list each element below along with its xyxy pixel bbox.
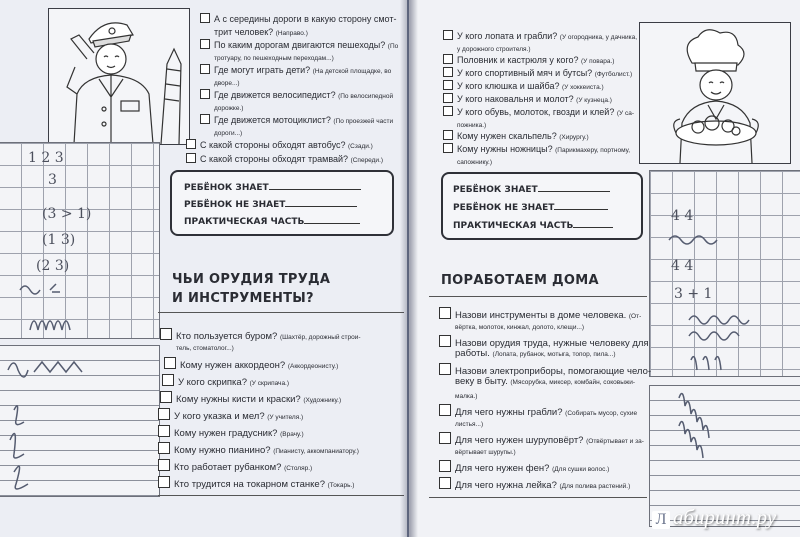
heading-rule xyxy=(429,296,647,297)
handwriting-line: 4 4 xyxy=(671,258,694,274)
policeman-illustration xyxy=(49,9,189,144)
list-item: По каким дорогам двигаются пешеходы? (По xyxy=(200,39,398,53)
list-item: Где движется мотоциклист? (По проезжей части xyxy=(200,114,393,128)
list-item: Кто трудится на токарном станке? (Токарь.) xyxy=(158,476,354,492)
list-item: У кого указка и мел? (У учителя.) xyxy=(158,408,303,424)
list-item: Назови электроприборы, помогающие чело- xyxy=(439,363,651,378)
handwriting-line: (3 > 1) xyxy=(42,206,92,222)
checkbox[interactable] xyxy=(443,143,453,153)
checkbox[interactable] xyxy=(439,460,451,472)
handwriting-line: 4 4 xyxy=(671,208,694,224)
list-item: У кого лопата и грабли? (У огородника, у дачника, xyxy=(443,30,637,44)
checkbox[interactable] xyxy=(443,30,453,40)
heading-rule xyxy=(158,312,404,313)
list-item: Назови инструменты в доме человека. (От- xyxy=(439,307,641,323)
list-item: У кого скрипка? (У скрипача.) xyxy=(162,374,289,390)
list-item: Где могут играть дети? (На детской площадке, во xyxy=(200,64,391,78)
checkbox[interactable] xyxy=(439,432,451,444)
checkbox[interactable] xyxy=(200,64,210,74)
watermark-logo: Л абиринт.ру xyxy=(652,505,776,530)
section-heading: ЧЬИ ОРУДИЯ ТРУДА И ИНСТРУМЕНТЫ? xyxy=(172,272,331,306)
checkbox[interactable] xyxy=(200,114,210,124)
list-item: Для чего нужна лейка? (Для полива растений.) xyxy=(439,477,630,493)
book-spine xyxy=(400,0,418,537)
checkbox[interactable] xyxy=(158,459,170,471)
list-item: вёртывает шурупы.) xyxy=(455,449,516,456)
divider xyxy=(429,497,647,498)
list-item: тель, стоматолог...) xyxy=(176,345,234,352)
handwriting-scribbles-left xyxy=(0,280,160,510)
checkbox[interactable] xyxy=(443,54,453,64)
practical-label: ПРАКТИЧЕСКАЯ ЧАСТЬ xyxy=(453,221,574,231)
list-item: сапожнику.) xyxy=(457,159,492,166)
handwriting-line: (2 3) xyxy=(36,258,70,274)
not-knows-label: РЕБЁНОК НЕ ЗНАЕТ xyxy=(453,203,555,213)
list-item: листья...) xyxy=(455,421,484,428)
list-item: Назови орудия труда, нужные человеку для xyxy=(439,335,649,350)
section-heading: ПОРАБОТАЕМ ДОМА xyxy=(441,273,599,288)
checkbox[interactable] xyxy=(443,67,453,77)
practical-label: ПРАКТИЧЕСКАЯ ЧАСТЬ xyxy=(184,217,305,227)
list-item: работы. (Лопата, рубанок, мотыга, топор, пила...) xyxy=(455,348,616,359)
checkbox[interactable] xyxy=(200,89,210,99)
not-knows-label: РЕБЁНОК НЕ ЗНАЕТ xyxy=(184,200,286,210)
list-item: У кого клюшка и шайба? (У хоккеиста.) xyxy=(443,80,604,94)
labirint-logo-icon: Л xyxy=(652,511,670,529)
checkbox[interactable] xyxy=(439,404,451,416)
list-item: Кому нужен аккордеон? (Аккордеонисту.) xyxy=(164,357,338,373)
handwriting-line: 3 xyxy=(48,172,57,188)
list-item: Кому нужны ножницы? (Парикмахеру, портному, xyxy=(443,143,630,157)
handwriting-line: (1 3) xyxy=(42,232,76,248)
list-item: Кому нужно пианино? (Пианисту, аккомпаниатору.) xyxy=(158,442,359,458)
list-item: Кто работает рубанком? (Столяр.) xyxy=(158,459,312,475)
list-item: У кого наковальня и молот? (У кузнеца.) xyxy=(443,93,612,107)
list-item: Кому нужен градусник? (Врачу.) xyxy=(158,425,304,441)
checkbox[interactable] xyxy=(158,476,170,488)
list-item: пожника.) xyxy=(457,122,487,129)
knows-label: РЕБЁНОК ЗНАЕТ xyxy=(453,185,538,195)
list-item: тротуару, по пешеходным переходам...) xyxy=(214,55,334,62)
checkbox[interactable] xyxy=(200,39,210,49)
checkbox[interactable] xyxy=(160,328,172,340)
checkbox[interactable] xyxy=(443,93,453,103)
checkbox[interactable] xyxy=(162,374,174,386)
list-item: Для чего нужен шуруповёрт? (Отвёртывает и за- xyxy=(439,432,644,448)
list-item: вёртка, молоток, кинжал, долото, клещи...) xyxy=(455,324,585,331)
checkbox[interactable] xyxy=(186,139,196,149)
divider xyxy=(158,495,404,496)
checkbox[interactable] xyxy=(439,307,451,319)
list-item: А с середины дороги в какую сторону смот- xyxy=(200,13,396,25)
policeman-illustration-frame xyxy=(48,8,190,145)
list-item: У кого обувь, молоток, гвозди и клей? (У са- xyxy=(443,106,634,120)
checkbox[interactable] xyxy=(164,357,176,369)
list-item: малка.) xyxy=(455,393,478,400)
list-item: веку в быту. (Мясорубка, миксер, комбайн, соковыжи- xyxy=(455,376,636,387)
chef-illustration xyxy=(640,23,790,163)
knows-label: РЕБЁНОК ЗНАЕТ xyxy=(184,183,269,193)
checkbox[interactable] xyxy=(439,363,451,375)
checkbox[interactable] xyxy=(186,153,196,163)
list-item: Кому нужен скальпель? (Хирургу.) xyxy=(443,130,589,144)
checkbox[interactable] xyxy=(439,477,451,489)
handwriting-scribbles-right xyxy=(649,230,800,470)
list-item: С какой стороны обходят трамвай? (Спереди.) xyxy=(186,153,383,167)
checkbox[interactable] xyxy=(443,106,453,116)
list-item: Для чего нужен фен? (Для сушки волос.) xyxy=(439,460,609,476)
list-item: дороги...) xyxy=(214,130,243,137)
list-item: у дорожного строителя.) xyxy=(457,46,531,53)
checkbox[interactable] xyxy=(158,408,170,420)
handwriting-line: 1 2 3 xyxy=(28,150,64,166)
checkbox[interactable] xyxy=(158,442,170,454)
list-item: Для чего нужны грабли? (Собирать мусор, сухие xyxy=(439,404,637,420)
list-item: Кто пользуется буром? (Шахтёр, дорожный строи- xyxy=(160,328,361,344)
checkbox[interactable] xyxy=(200,13,210,23)
assessment-box-left xyxy=(170,170,394,236)
checkbox[interactable] xyxy=(443,80,453,90)
right-page xyxy=(409,0,800,537)
checkbox[interactable] xyxy=(158,425,170,437)
list-item: дорожке.) xyxy=(214,105,244,112)
chef-illustration-frame xyxy=(639,22,791,164)
list-item: дворе...) xyxy=(214,80,240,87)
list-item: Где движется велосипедист? (По велосипедной xyxy=(200,89,393,103)
checkbox[interactable] xyxy=(443,130,453,140)
handwriting-line: 3 + 1 xyxy=(674,286,713,302)
checkbox[interactable] xyxy=(160,391,172,403)
list-item: Половник и кастрюля у кого? (У повара.) xyxy=(443,54,614,68)
list-item: трит человек? (Направо.) xyxy=(214,27,308,37)
list-item: У кого спортивный мяч и бутсы? (Футболист.) xyxy=(443,67,632,81)
checkbox[interactable] xyxy=(439,335,451,347)
list-item: С какой стороны обходят автобус? (Сзади.) xyxy=(186,139,373,153)
assessment-box-right xyxy=(441,172,643,240)
list-item: Кому нужны кисти и краски? (Художнику.) xyxy=(160,391,341,407)
